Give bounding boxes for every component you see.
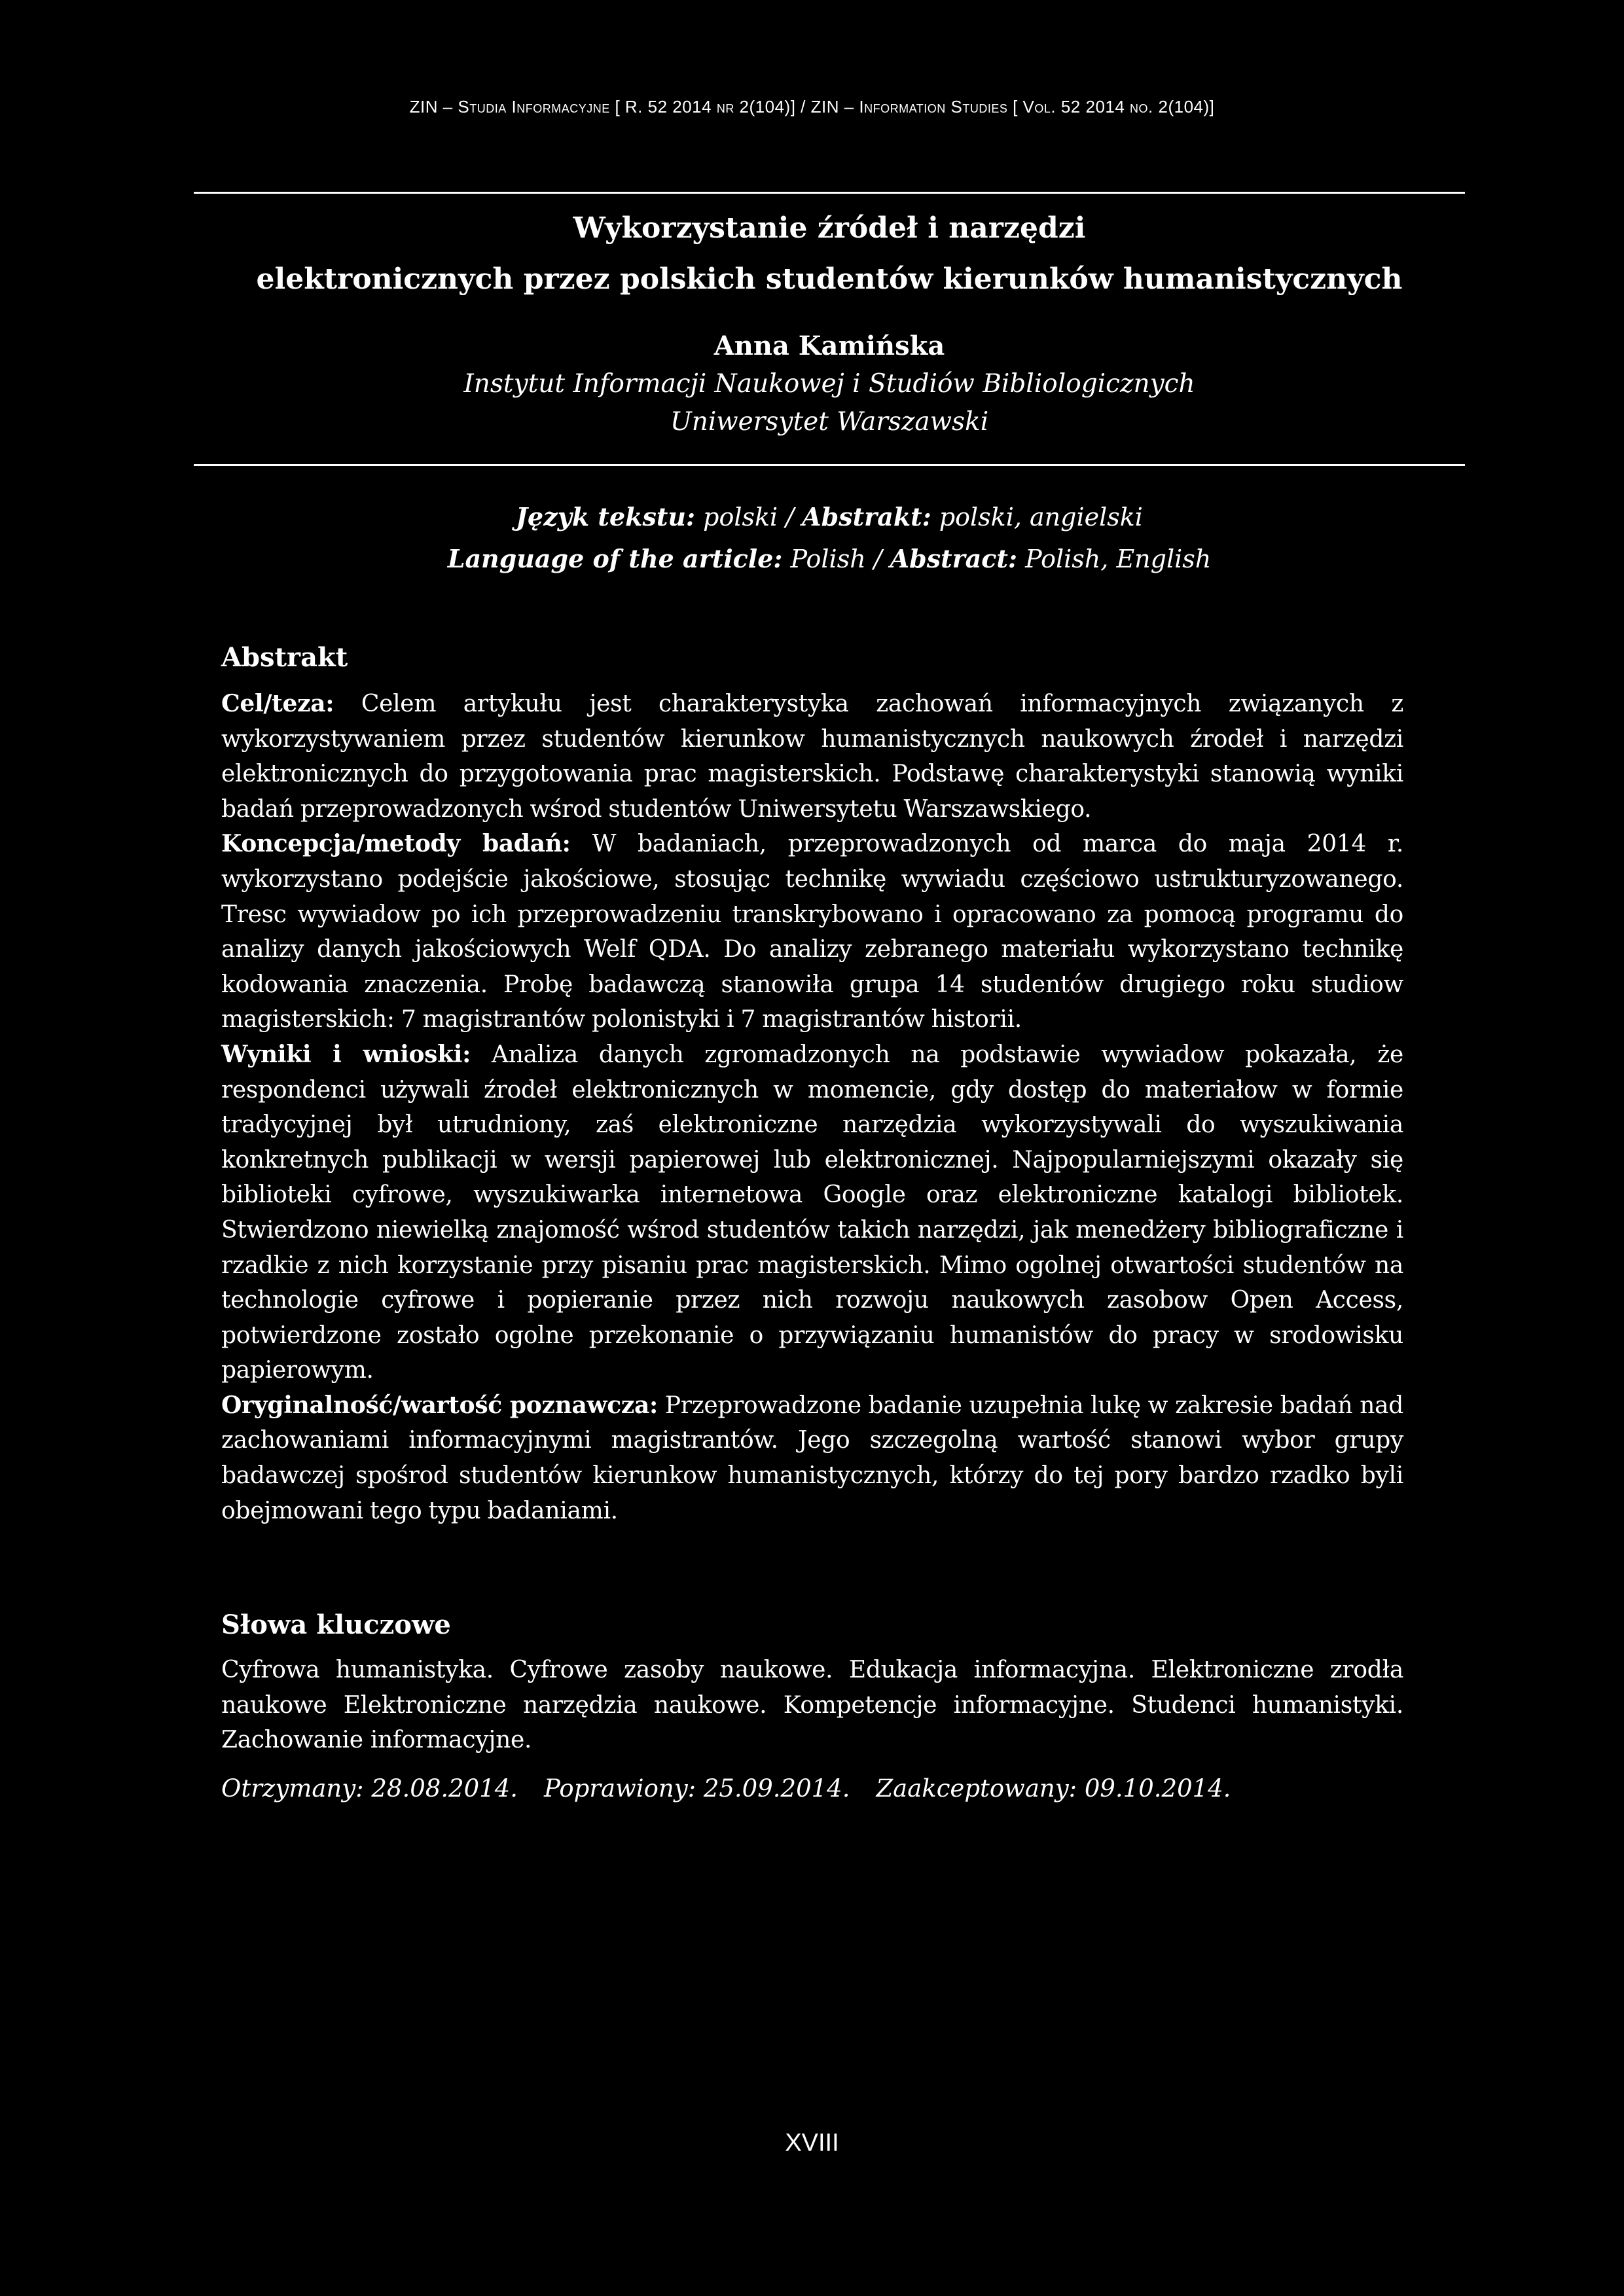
language-polish xyxy=(194,496,1465,538)
language-english xyxy=(194,538,1465,580)
running-head xyxy=(0,97,1624,117)
running-head-part: 2(104)] / ZIN – xyxy=(734,97,859,117)
abstract-results-text: Analiza danych zgromadzonych na podstawie wywiadow pokazała, że respondenci używali źrodeł elektronicznych w momencie, gdy dostęp do materiałow w formie tradycyjnej był utrudniony, zaś elektroniczne narzędzia wykorzystywali do wyszukiwania konkretnych publikacji w wersji papierowej lub elektronicznej. Najpopularniejszymi okazały się biblioteki cyfrowe, wyszukiwarka internetowa Google oraz elektroniczne katalogi bibliotek. Stwierdzono niewielką znajomość wśrod studentów takich narzędzi, jak menedżery bibliograficzne i rzadkie z nich korzystanie przy pisaniu prac magisterskich. Mimo ogolnej otwartości studentów na technologie cyfrowe i popieranie przez nich rozwoju naukowych zasobow Open Access, potwierdzone zostało ogolne przekonanie o przywiązaniu humanistów do pracy w srodowisku papierowym. xyxy=(221,1041,1403,1384)
date-received: Otrzymany: 28.08.2014. xyxy=(221,1774,518,1803)
abstract-method-label: Koncepcja/metody badań: xyxy=(221,830,571,858)
language-value: polski / xyxy=(695,503,803,531)
article-title xyxy=(194,203,1465,305)
keywords-section xyxy=(221,1605,1403,1758)
running-head-part: Information Studies xyxy=(859,97,1008,117)
abstract-section xyxy=(221,638,1403,1528)
running-head-part: . 2(104)] xyxy=(1148,97,1215,117)
abstract-originality xyxy=(221,1388,1403,1528)
running-head-part: ZIN – xyxy=(409,97,458,117)
abstract-results xyxy=(221,1037,1403,1388)
affiliation-institute: Instytut Informacji Naukowej i Studiów Bibliologicznych xyxy=(463,369,1195,399)
keywords-heading: Słowa kluczowe xyxy=(221,1609,451,1640)
running-head-part: Vol xyxy=(1022,97,1051,117)
abstract-language-value: Polish, English xyxy=(1017,545,1212,573)
running-head-part: Studia Informacyjne xyxy=(458,97,610,117)
running-head-part: . 52 2014 xyxy=(1051,97,1130,117)
abstract-method-text: W badaniach, przeprowadzonych od marca do maja 2014 r. wykorzystano podejście jakościowe, stosując technikę wywiadu częściowo ustrukturyzowanego. Tresc wywiadow po ich przeprowadzeniu transkrybowano i opracowano za pomocą programu do analizy danych jakościowych Welf QDA. Do analizy zebranego materiału wykorzystano technikę kodowania znaczenia. Probę badawczą stanowiła grupa 14 studentów drugiego roku studiow magisterskich: 7 magistrantów polonistyki i 7 magistrantów historii. xyxy=(221,831,1403,1033)
bottom-divider xyxy=(194,464,1465,466)
keywords-text: Cyfrowa humanistyka. Cyfrowe zasoby naukowe. Edukacja informacyjna. Elektroniczne zrodła naukowe Elektroniczne narzędzia naukowe. Kompetencje informacyjne. Studenci humanistyki. Zachowanie informacyjne. xyxy=(221,1657,1403,1754)
running-head-part: no xyxy=(1130,97,1149,117)
language-label: Language of the article: xyxy=(447,544,783,573)
language-block xyxy=(194,496,1465,580)
author-block xyxy=(194,327,1465,441)
abstract-language-value: polski, angielski xyxy=(931,503,1143,531)
title-line-1: Wykorzystanie źródeł i narzędzi xyxy=(573,211,1086,245)
abstract-goal xyxy=(221,687,1403,827)
affiliation-university: Uniwersytet Warszawski xyxy=(670,407,989,437)
running-head-part: nr xyxy=(716,97,734,117)
abstract-language-label: Abstract: xyxy=(890,544,1018,573)
abstract-language-label: Abstrakt: xyxy=(802,502,931,531)
abstract-heading: Abstrakt xyxy=(221,642,348,673)
language-value: Polish / xyxy=(782,545,890,573)
top-divider xyxy=(194,192,1465,194)
language-label: Język tekstu: xyxy=(516,502,696,531)
abstract-method xyxy=(221,827,1403,1037)
date-accepted: Zaakceptowany: 09.10.2014. xyxy=(876,1774,1231,1803)
abstract-originality-label: Oryginalność/wartość poznawcza: xyxy=(221,1391,658,1419)
abstract-results-label: Wyniki i wnioski: xyxy=(221,1040,471,1068)
page-number: XVIII xyxy=(785,2129,839,2157)
abstract-originality-text: Przeprowadzone badanie uzupełnia lukę w zakresie badań nad zachowaniami informacyjnymi magistrantów. Jego szczegolną wartość stanowi wybor grupy badawczej spośrod studentów kierunkow humanistycznych, którzy do tej pory bardzo rzadko byli obejmowani tego typu badaniami. xyxy=(221,1391,1403,1524)
author-name: Anna Kamińska xyxy=(713,331,945,361)
date-revised: Poprawiony: 25.09.2014. xyxy=(544,1774,850,1803)
abstract-goal-text: Celem artykułu jest charakterystyka zachowań informacyjnych związanych z wykorzystywaniem przez studentów kierunkow humanistycznych naukowych źrodeł i narzędzi elektronicznych do przygotowania prac magisterskich. Podstawę charakterystyki stanowią wyniki badań przeprowadzonych wśrod studentów Uniwersytetu Warszawskiego. xyxy=(221,691,1403,823)
abstract-goal-label: Cel/teza: xyxy=(221,690,334,717)
article-dates xyxy=(221,1771,1257,1806)
title-line-2: elektronicznych przez polskich studentów kierunków humanistycznych xyxy=(256,262,1403,296)
running-head-part: [ xyxy=(1007,97,1023,117)
running-head-part: [ R. 52 2014 xyxy=(609,97,717,117)
